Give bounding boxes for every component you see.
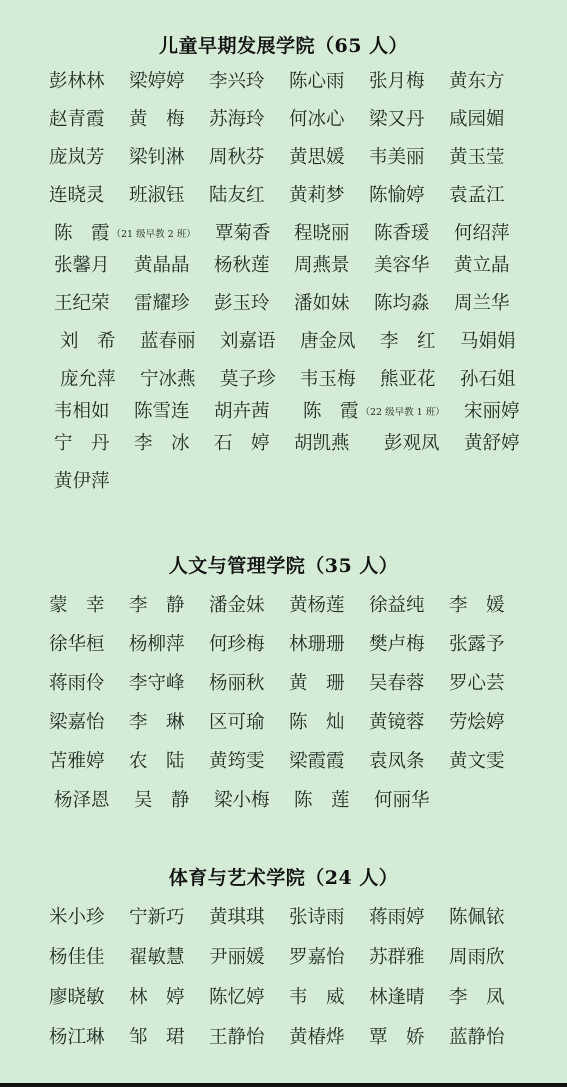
name-cell: 何珍梅 [209, 634, 265, 655]
name-row [0, 67, 567, 105]
name-cell: 陈 莲 [294, 790, 350, 811]
name-cell: 张诗雨 [289, 907, 345, 928]
section-title: 体育与艺术学院（24 人） [168, 867, 399, 889]
name-cell: 胡凯燕 [294, 433, 350, 454]
name-cell: 胡卉茜 [214, 401, 270, 422]
name-cell: 徐益纯 [369, 595, 425, 616]
name-cell: 劳烩婷 [449, 712, 505, 733]
name-cell: 袁孟江 [449, 185, 505, 206]
name-cell: 梁小梅 [214, 790, 270, 811]
section-humanities-management [0, 553, 567, 825]
section-sports-arts [0, 865, 567, 1063]
name-cell: 黄 珊 [289, 673, 345, 694]
name-cell: 尹丽媛 [209, 947, 265, 968]
name-cell: 周燕景 [294, 255, 350, 276]
name-cell: 林逢晴 [369, 987, 425, 1008]
name-cell: 陈佩铱 [449, 907, 505, 928]
name-cell: 李 媛 [449, 595, 505, 616]
name-cell: 杨泽恩 [54, 790, 110, 811]
name-cell: 袁凤条 [369, 751, 425, 772]
name-row [0, 429, 567, 467]
name-cell: 宁冰燕 [140, 369, 196, 390]
name-cell: 彭观凤 [384, 433, 440, 454]
name-cell-with-note [303, 397, 463, 427]
name-cell: 梁又丹 [369, 109, 425, 130]
name-cell: 彭玉玲 [214, 293, 270, 314]
name-cell: 陈香瑗 [374, 223, 430, 244]
name-cell: 美容华 [374, 255, 430, 276]
name-cell: 梁霞霞 [289, 751, 345, 772]
name-cell: 黄莉梦 [289, 185, 345, 206]
name-cell: 蓝春丽 [140, 331, 196, 352]
name-cell: 罗嘉怡 [289, 947, 345, 968]
name-cell: 覃 娇 [369, 1027, 425, 1048]
name-row [0, 630, 567, 669]
name-cell: 韦 威 [289, 987, 345, 1008]
name-cell: 陈忆婷 [209, 987, 265, 1008]
name-row [0, 467, 567, 505]
name-cell: 陈 灿 [289, 712, 345, 733]
name-cell: 米小珍 [49, 907, 105, 928]
name-cell: 梁钊淋 [129, 147, 185, 168]
name-cell: 班淑钰 [129, 185, 185, 206]
name-cell: 苏群雅 [369, 947, 425, 968]
name-cell: 李守峰 [129, 673, 185, 694]
name-cell: 刘 希 [60, 331, 116, 352]
name-cell: 黄思媛 [289, 147, 345, 168]
name-cell: 李 琳 [129, 712, 185, 733]
name-cell: 咸园媚 [449, 109, 505, 130]
name-cell: 黄 梅 [129, 109, 185, 130]
name-cell: 韦美丽 [369, 147, 425, 168]
name-cell: 林珊珊 [289, 634, 345, 655]
name-row [0, 943, 567, 983]
name-cell: 赵青霞 [49, 109, 105, 130]
name-row [0, 289, 567, 327]
name-row [0, 983, 567, 1023]
name-row [0, 708, 567, 747]
name-row [0, 903, 567, 943]
name-cell: 程晓丽 [294, 223, 350, 244]
name-cell: 黄镜蓉 [369, 712, 425, 733]
name-cell: 李 静 [129, 595, 185, 616]
name-cell: 连晓灵 [49, 185, 105, 206]
name-cell: 覃菊香 [215, 223, 271, 244]
name-cell: 杨秋莲 [214, 255, 270, 276]
name-cell: 梁嘉怡 [49, 712, 105, 733]
name-cell: 蒋雨伶 [49, 673, 105, 694]
class-note: （22 级早教 1 班） [360, 407, 445, 418]
section-title: 儿童早期发展学院（65 人） [158, 35, 409, 57]
bottom-divider [0, 1083, 567, 1087]
name-cell: 陈雪连 [134, 401, 190, 422]
name-cell: 陆友红 [209, 185, 265, 206]
name-row [0, 747, 567, 786]
name-cell: 周兰华 [454, 293, 510, 314]
name-cell: 黄杨莲 [289, 595, 345, 616]
name-cell: 韦相如 [54, 401, 110, 422]
name-cell: 杨柳萍 [129, 634, 185, 655]
name-cell: 孙石姐 [460, 369, 516, 390]
class-note: （21 级早教 2 班） [111, 229, 196, 240]
name-cell: 邹 珺 [129, 1027, 185, 1048]
name-cell: 陈均淼 [374, 293, 430, 314]
name-cell: 罗心芸 [449, 673, 505, 694]
name-cell: 陈心雨 [289, 71, 345, 92]
name-cell: 杨江琳 [49, 1027, 105, 1048]
name-row [0, 143, 567, 181]
name-cell: 周秋芬 [209, 147, 265, 168]
name-cell: 张月梅 [369, 71, 425, 92]
name-cell: 李 红 [380, 331, 436, 352]
name-cell: 李兴玲 [209, 71, 265, 92]
name-text: 陈 霞 [54, 223, 110, 244]
name-cell: 庞岚芳 [49, 147, 105, 168]
name-cell: 徐华桓 [49, 634, 105, 655]
name-cell: 黄椿烨 [289, 1027, 345, 1048]
name-row [0, 327, 567, 365]
name-cell: 林 婷 [129, 987, 185, 1008]
name-cell: 廖晓敏 [49, 987, 105, 1008]
name-row [0, 251, 567, 289]
name-cell: 王纪荣 [54, 293, 110, 314]
name-cell: 黄筠雯 [209, 751, 265, 772]
name-cell: 何冰心 [289, 109, 345, 130]
name-cell: 蒋雨婷 [369, 907, 425, 928]
name-row [0, 105, 567, 143]
name-cell: 陈愉婷 [369, 185, 425, 206]
name-cell: 黄晶晶 [134, 255, 190, 276]
name-cell: 苏海玲 [209, 109, 265, 130]
name-cell: 周雨欣 [449, 947, 505, 968]
name-row [0, 591, 567, 630]
name-cell: 张露予 [449, 634, 505, 655]
name-cell: 王静怡 [209, 1027, 265, 1048]
name-cell: 宁 丹 [54, 433, 110, 454]
name-cell: 黄文雯 [449, 751, 505, 772]
name-cell: 刘嘉语 [220, 331, 276, 352]
name-cell: 区可瑜 [209, 712, 265, 733]
name-cell: 庞允萍 [60, 369, 116, 390]
name-cell: 李 凤 [449, 987, 505, 1008]
name-cell: 宁新巧 [129, 907, 185, 928]
name-cell: 吴春蓉 [369, 673, 425, 694]
name-cell: 杨佳佳 [49, 947, 105, 968]
name-cell: 农 陆 [129, 751, 185, 772]
name-text: 陈 霞 [303, 401, 359, 422]
name-cell: 翟敏慧 [129, 947, 185, 968]
name-row [0, 786, 567, 825]
name-cell: 杨丽秋 [209, 673, 265, 694]
section-title: 人文与管理学院（35 人） [168, 555, 399, 577]
section-early-childhood [0, 33, 567, 505]
name-cell: 黄舒婷 [464, 433, 520, 454]
name-cell: 梁婷婷 [129, 71, 185, 92]
name-cell: 李 冰 [134, 433, 190, 454]
name-cell: 蒙 幸 [49, 595, 105, 616]
name-cell: 熊亚花 [380, 369, 436, 390]
name-cell: 彭林林 [49, 71, 105, 92]
name-row [0, 219, 567, 251]
name-cell: 蓝静怡 [449, 1027, 505, 1048]
name-cell: 黄玉莹 [449, 147, 505, 168]
name-cell: 黄琪琪 [209, 907, 265, 928]
name-row [0, 181, 567, 219]
name-cell: 黄伊萍 [54, 471, 110, 492]
name-cell: 张馨月 [54, 255, 110, 276]
name-row [0, 1023, 567, 1063]
name-cell: 樊卢梅 [369, 634, 425, 655]
name-cell: 黄立晶 [454, 255, 510, 276]
name-cell: 何绍萍 [454, 223, 510, 244]
name-cell-with-note [54, 219, 214, 249]
name-cell: 马娟娟 [460, 331, 516, 352]
name-cell: 雷耀珍 [134, 293, 190, 314]
name-row [0, 397, 567, 429]
name-cell: 吴 静 [134, 790, 190, 811]
name-cell: 潘如妹 [294, 293, 350, 314]
name-cell: 韦玉梅 [300, 369, 356, 390]
name-cell: 莫子珍 [220, 369, 276, 390]
name-cell: 石 婷 [214, 433, 270, 454]
name-cell: 苫雅婷 [49, 751, 105, 772]
name-cell: 何丽华 [374, 790, 430, 811]
name-cell: 宋丽婷 [464, 401, 520, 422]
name-row [0, 669, 567, 708]
name-cell: 潘金妹 [209, 595, 265, 616]
name-row [0, 365, 567, 397]
name-cell: 唐金凤 [300, 331, 356, 352]
name-cell: 黄东方 [449, 71, 505, 92]
